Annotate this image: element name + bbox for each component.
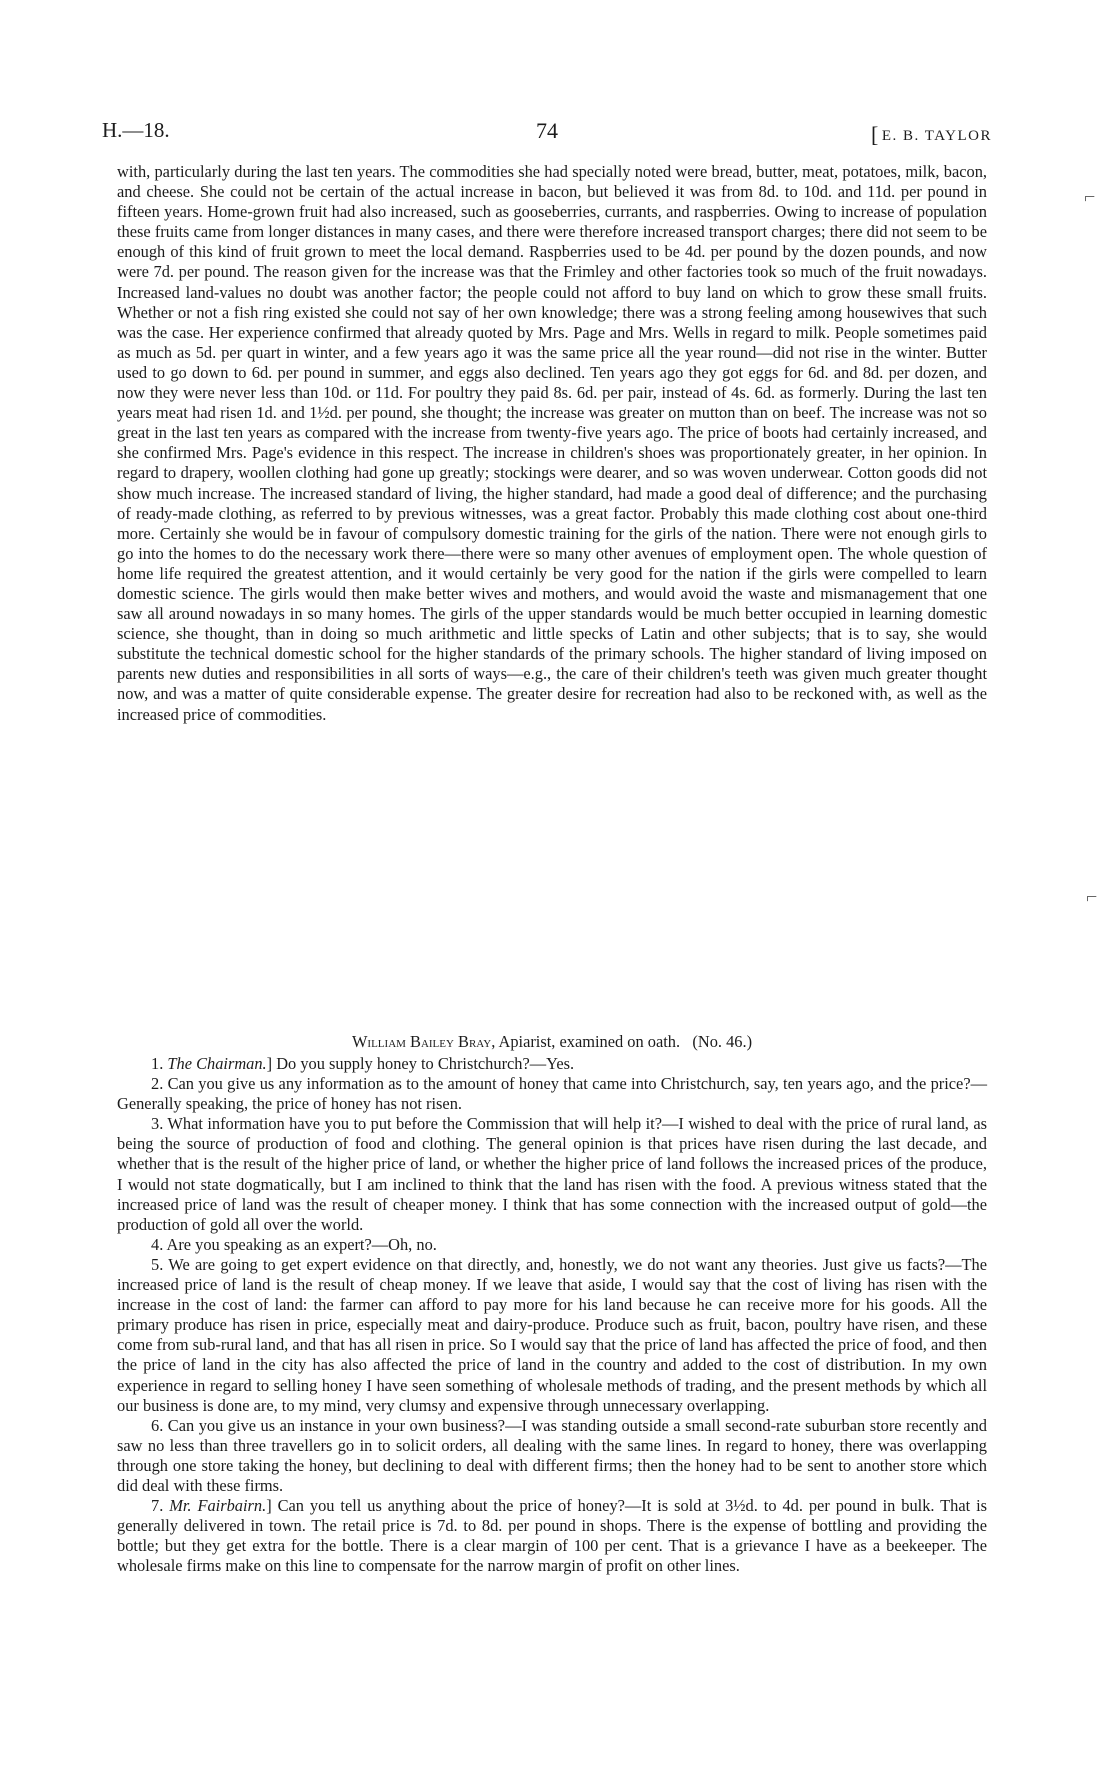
question-number: 3. (151, 1114, 168, 1134)
qa-text: What information have you to put before the Commission that will help it?—I wished to deal with the price of rural land, as being the source of production of food and clothing. The general opinion is that prices have risen during the last decade, and whether that is the result of the higher price of land, or whether the higher price of land follows the increased prices of the produce, I would not state dogmatically, but I am inclined to think that the land has risen with the food. A previous witness stated that the increased price of land was the result of cheaper money. I think that has some connection with the increased output of gold—the production of gold all over the world. (117, 1114, 987, 1234)
qa-text: ] Do you supply honey to Christchurch?—Yes. (266, 1054, 575, 1073)
question-number: 2. (151, 1074, 168, 1094)
question-number: 4. (151, 1234, 167, 1254)
speaker-name: Mr. Fairbairn. (169, 1496, 267, 1516)
examination-transcript (117, 1054, 987, 1576)
qa-text: Can you give us any information as to the amount of honey that came into Christchurch, say, ten years ago, and the price?—Generally speaking, the price of honey has not risen. (117, 1074, 988, 1114)
question-number: 5. (151, 1254, 169, 1274)
witness-description: , Apiarist, examined on oath. (491, 1032, 681, 1051)
margin-mark: ⌐ (1086, 886, 1098, 908)
witness-running-head (871, 120, 992, 146)
qa-text: We are going to get expert evidence on that directly, and, honestly, we do not want any theories. Just give us facts?—The increased price of land is the result of cheap money. If we leave that aside, I would say that the cost of living has risen with the increase in the cost of land: the farmer can afford to pay more for his land because he can receive more for his goods. All the primary produce has risen in price, especially meat and dairy-produce. Produce such as fruit, bacon, poultry have risen, and these come from sub-rural land, and that has all risen in price. So I would say that the price of land has affected the price of food, and then the price of land in the city has also affected the price of land in the country and added to the cost of distribution. In my own experience in regard to selling honey I have seen something of wholesale methods of trading, and the present methods by which all our business is done are, to my mind, very clumsy and expensive through unnecessary overlapping. (117, 1254, 987, 1415)
page-header (102, 118, 992, 148)
speaker-name: The Chairman. (167, 1054, 267, 1073)
bracket-mark: [ (871, 122, 880, 147)
witness-heading (117, 1032, 987, 1052)
qa-entry (117, 1054, 987, 1074)
qa-entry (117, 1074, 987, 1114)
question-number: 1. (151, 1054, 168, 1073)
page-number: 74 (536, 118, 558, 143)
qa-entry (117, 1114, 987, 1235)
margin-mark: ⌐ (1084, 186, 1096, 208)
continuation-paragraph: with, particularly during the last ten years. The commodities she had specially noted were bread, butter, meat, potatoes, milk, bacon, and cheese. She could not be certain of the actual increase in bacon, but believed it was from 8d. to 10d. and 11d. per pound in fifteen years. Home-grown fruit had also increased, such as gooseberries, currants, and raspberries. Owing to increase of population these fruits came from longer distances in many cases, and there were therefore increased transport charges; there did not seem to be enough of this kind of fruit grown to meet the local demand. Raspberries used to be 4d. per pound by the dozen pounds, and now were 7d. per pound. The reason given for the increase was that the Frimley and other factories took so much of the fruit nowadays. Increased land-values no doubt was another factor; the people could not afford to buy land on which to grow these small fruits. Whether or not a fish ring existed she could not say of her own knowledge; there was a strong feeling among housewives that such was the case. Her experience confirmed that already quoted by Mrs. Page and Mrs. Wells in regard to milk. People sometimes paid as much as 5d. per quart in winter, and a few years ago it was the same price all the year round—did not rise in the winter. Butter used to go down to 6d. per pound in summer, and eggs also declined. Ten years ago they got eggs for 6d. and 8d. per dozen, and now they were never less than 10d. or 11d. For poultry they paid 8s. 6d. per pair, instead of 4s. 6d. as formerly. During the last ten years meat had risen 1d. and 1½d. per pound, she thought; the increase was greater on mutton than on beef. The increase was not so great in the last ten years as compared with the increase from twenty-five years ago. The price of boots had certainly increased, and she confirmed Mrs. Page's evidence in this respect. The increase in children's shoes was proportionately greater, in her opinion. In regard to drapery, woollen clothing had gone up greatly; stockings were dearer, and so was woven underwear. Cotton goods did not show much increase. The increased standard of living, the higher standard, had made a good deal of difference; and the purchasing of ready-made clothing, as referred to by previous witnesses, was a great factor. Probably this made clothing cost about one-third more. Certainly she would be in favour of compulsory domestic training for the girls of the nation. There were not enough girls to go into the homes to do the necessary work there—there were so many other avenues of employment open. The whole question of home life required the greatest attention, and it would certainly be very good for the nation if the girls were compelled to learn domestic science. The girls would then make better wives and mothers, and would avoid the waste and mismanagement that one saw all around nowadays in so many homes. The girls of the upper standards would be much better occupied in learning domestic science, she thought, than in doing so much arithmetic and little specks of Latin and other subjects; that is to say, she would substitute the technical domestic school for the higher standards of the primary schools. The higher standard of living imposed on parents new duties and responsibilities in all sorts of ways—e.g., the care of their children's teeth was given much greater thought now, and was a matter of quite considerable expense. The greater desire for recreation had also to be reckoned with, as well as the increased price of commodities. (117, 162, 987, 724)
qa-entry (117, 1235, 987, 1255)
qa-entry (117, 1416, 987, 1496)
question-number: 6. (151, 1415, 168, 1435)
witness-number: (No. 46.) (692, 1032, 753, 1051)
qa-text: ] Can you tell us anything about the price of honey?—It is sold at 3½d. to 4d. per pound in bulk. That is generally delivered in town. The retail price is 7d. to 8d. per pound in shops. There is the expense of bottling and providing the bottle; but they get extra for the bottle. There is a clear margin of 100 per cent. That is a grievance I have as a beekeeper. The wholesale firms make on this line to compensate for the narrow margin of profit on other lines. (117, 1496, 988, 1576)
witness-name: William Bailey Bray (351, 1032, 492, 1051)
report-code: H.—18. (102, 118, 170, 142)
qa-entry (117, 1255, 987, 1416)
running-head-name: E. B. TAYLOR (881, 128, 992, 144)
qa-text: Can you give us an instance in your own business?—I was standing outside a small second-rate suburban store recently and saw no less than three travellers go in to solicit orders, all dealing with the same lines. In regard to honey, there was overlapping through one store taking the honey, but declining to deal with different firms; then the honey had to be sent to another store which did deal with these firms. (117, 1415, 987, 1495)
qa-text: Are you speaking as an expert?—Oh, no. (166, 1234, 437, 1254)
question-number: 7. (151, 1496, 170, 1516)
qa-entry (117, 1496, 987, 1576)
